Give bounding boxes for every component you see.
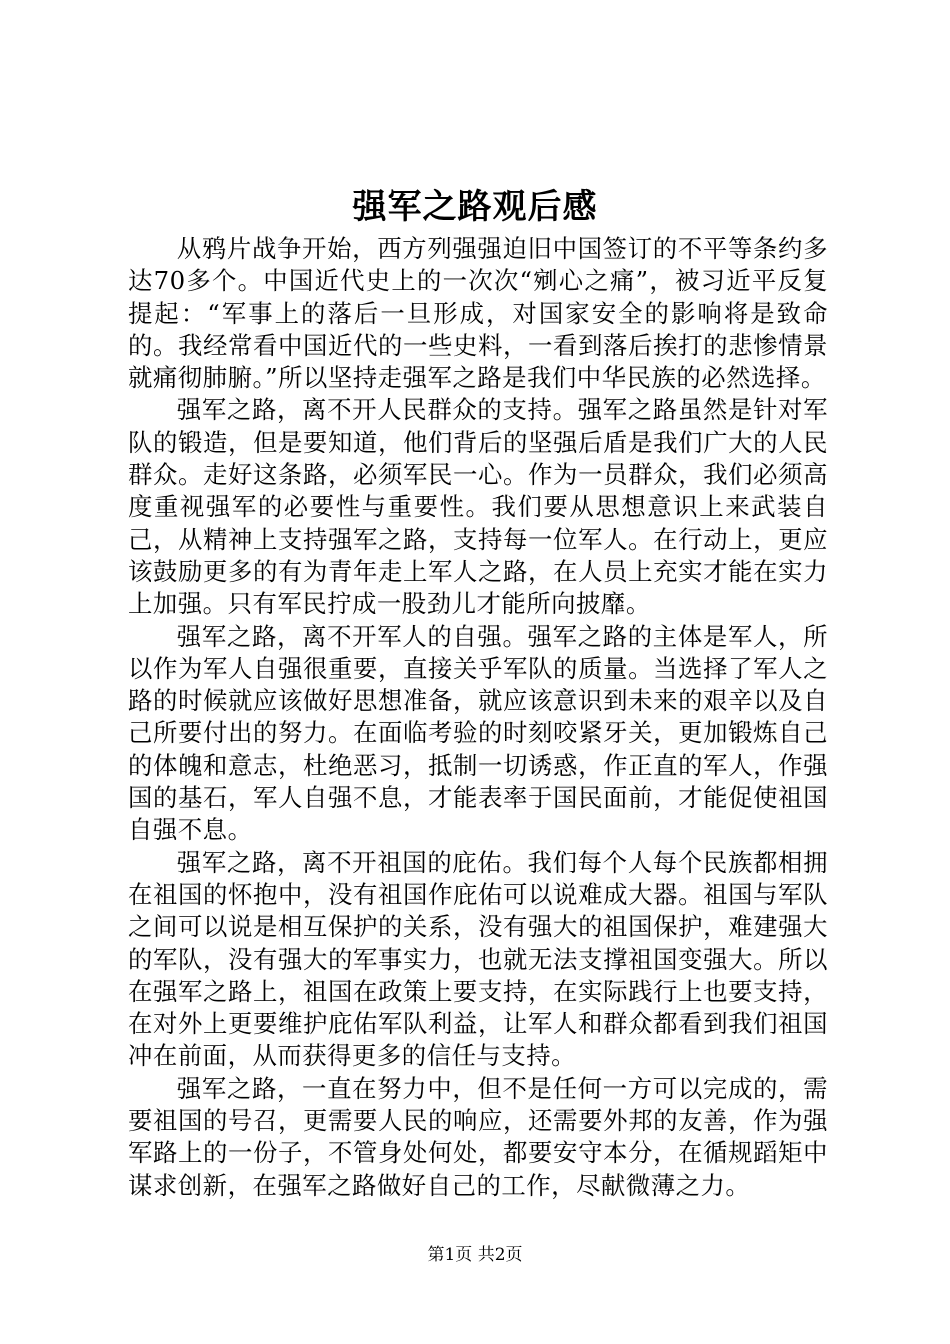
page-number-footer: 第1页 共2页 (427, 1245, 523, 1265)
paragraph: 强军之路，一直在努力中，但不是任何一方可以完成的，需要祖国的号召，更需要人民的响应，还需要外邦的友善，作为强军路上的一份子，不管身处何处，都要安守本分，在循规蹈矩中谋求创新，在强军之路做好自己的工作，尽献微薄之力。 (128, 1073, 828, 1200)
document-title: 强军之路观后感 (352, 187, 598, 227)
paragraph: 强军之路，离不开军人的自强。强军之路的主体是军人，所以作为军人自强很重要，直接关乎军队的质量。当选择了军人之路的时候就应该做好思想准备，就应该意识到未来的艰辛以及自己所要付出的努力。在面临考验的时刻咬紧牙关，更加锻炼自己的体魄和意志，杜绝恶习，抵制一切诱惑，作正直的军人，作强国的基石，军人自强不息，才能表率于国民面前，才能促使祖国自强不息。 (128, 621, 828, 845)
paragraph: 强军之路，离不开人民群众的支持。强军之路虽然是针对军队的锻造，但是要知道，他们背后的坚强后盾是我们广大的人民群众。走好这条路，必须军民一心。作为一员群众，我们必须高度重视强军的必要性与重要性。我们要从思想意识上来武装自己，从精神上支持强军之路，支持每一位军人。在行动上，更应该鼓励更多的有为青年走上军人之路，在人员上充实才能在实力上加强。只有军民拧成一股劲儿才能所向披靡。 (128, 395, 828, 619)
paragraph: 强军之路，离不开祖国的庇佑。我们每个人每个民族都相拥在祖国的怀抱中，没有祖国作庇佑可以说难成大器。祖国与军队之间可以说是相互保护的关系，没有强大的祖国保护，难建强大的军队，没有强大的军事实力，也就无法支撑祖国变强大。所以在强军之路上，祖国在政策上要支持，在实际践行上也要支持，在对外上更要维护庇佑军队利益，让军人和群众都看到我们祖国冲在前面，从而获得更多的信任与支持。 (128, 847, 828, 1071)
paragraph: 从鸦片战争开始，西方列强强迫旧中国签订的不平等条约多达70多个。中国近代史上的一次次“剜心之痛”，被习近平反复提起：“军事上的落后一旦形成，对国家安全的影响将是致命的。我经常看中国近代的一些史料，一看到落后挨打的悲惨情景就痛彻肺腑。”所以坚持走强军之路是我们中华民族的必然选择。 (128, 234, 828, 393)
document-body (128, 233, 828, 1202)
